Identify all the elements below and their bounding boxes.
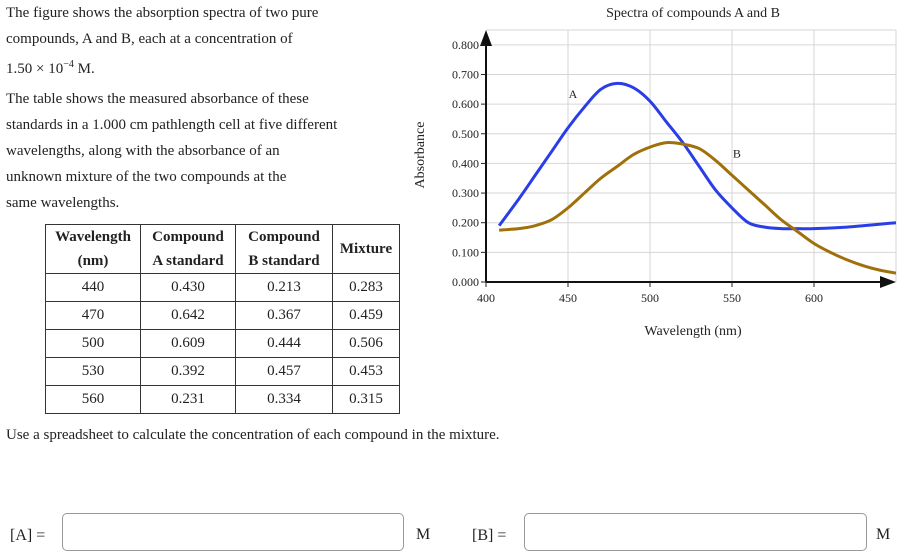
cell-b: 0.213 [236, 274, 333, 302]
intro-line: The figure shows the absorption spectra of two pure [6, 5, 319, 21]
cell-b: 0.444 [236, 330, 333, 358]
y-axis-label: Absorbance [413, 121, 428, 189]
cell-wavelength: 530 [46, 358, 141, 386]
chart-title: Spectra of compounds A and B [606, 6, 780, 21]
intro-line: compounds, A and B, each at a concentration of [6, 31, 293, 47]
answer-a-unit: M [416, 526, 431, 543]
cell-b: 0.457 [236, 358, 333, 386]
intro-line-concentration [6, 52, 406, 82]
table-intro-text [6, 86, 416, 216]
y-tick-label: 0.100 [452, 245, 479, 260]
table-intro-line: The table shows the measured absorbance of these [6, 91, 309, 107]
header-compound-b: Compound B standard [236, 225, 333, 274]
answer-b-input[interactable] [524, 513, 867, 551]
answer-b-unit: M [876, 526, 891, 543]
answer-a-input[interactable] [62, 513, 404, 551]
table-intro-line: wavelengths, along with the absorbance of an [6, 143, 280, 159]
table-row [46, 358, 400, 386]
table-row [46, 386, 400, 414]
intro-line: 1.50 × 10 [6, 61, 64, 77]
cell-a: 0.392 [141, 358, 236, 386]
intro-text [6, 0, 406, 82]
y-tick-label: 0.500 [452, 126, 479, 141]
y-tick-label: 0.000 [452, 275, 479, 289]
chart-series [499, 83, 896, 273]
table-intro-line: same wavelengths. [6, 195, 120, 211]
y-tick-label: 0.700 [452, 67, 479, 82]
cell-b: 0.367 [236, 302, 333, 330]
series-label-a: A [568, 87, 578, 102]
exponent: −4 [63, 59, 74, 70]
table-row [46, 274, 400, 302]
table-row [46, 302, 400, 330]
y-tick-label: 0.300 [452, 186, 479, 201]
series-label-b: B [732, 146, 741, 161]
x-tick-label: 400 [477, 291, 495, 305]
x-tick-label: 550 [723, 291, 741, 305]
chart-axes [480, 30, 896, 288]
intro-line: M. [73, 61, 95, 77]
x-axis-label: Wavelength (nm) [644, 324, 742, 339]
cell-mixture: 0.315 [333, 386, 400, 414]
answer-a-label: [A] = [10, 527, 46, 544]
series-line-a [499, 83, 896, 228]
spectra-chart [400, 0, 902, 350]
y-tick-label: 0.600 [452, 97, 479, 112]
cell-wavelength: 440 [46, 274, 141, 302]
x-axis-arrow [880, 276, 896, 288]
table-header-row [46, 225, 400, 274]
answer-b-label: [B] = [472, 527, 507, 544]
absorbance-table [45, 224, 400, 414]
cell-wavelength: 470 [46, 302, 141, 330]
x-tick-label: 450 [559, 291, 577, 305]
header-wavelength: Wavelength (nm) [46, 225, 141, 274]
y-axis-arrow [480, 30, 492, 46]
cell-mixture: 0.506 [333, 330, 400, 358]
cell-a: 0.609 [141, 330, 236, 358]
table-row [46, 330, 400, 358]
table-intro-line: unknown mixture of the two compounds at the [6, 169, 287, 185]
y-tick-label: 0.200 [452, 215, 479, 230]
cell-a: 0.430 [141, 274, 236, 302]
y-tick-label: 0.400 [452, 156, 479, 171]
chart-ticks [452, 38, 823, 305]
cell-wavelength: 560 [46, 386, 141, 414]
cell-a: 0.231 [141, 386, 236, 414]
cell-mixture: 0.453 [333, 358, 400, 386]
header-compound-a: Compound A standard [141, 225, 236, 274]
instruction-text: Use a spreadsheet to calculate the concentration of each compound in the mixture. [6, 427, 500, 443]
cell-mixture: 0.283 [333, 274, 400, 302]
table-intro-line: standards in a 1.000 cm pathlength cell at five different [6, 117, 338, 133]
cell-b: 0.334 [236, 386, 333, 414]
x-tick-label: 500 [641, 291, 659, 305]
cell-a: 0.642 [141, 302, 236, 330]
header-mixture: Mixture [333, 225, 400, 274]
y-tick-label: 0.800 [452, 37, 479, 52]
x-tick-label: 600 [805, 291, 823, 305]
cell-mixture: 0.459 [333, 302, 400, 330]
cell-wavelength: 500 [46, 330, 141, 358]
